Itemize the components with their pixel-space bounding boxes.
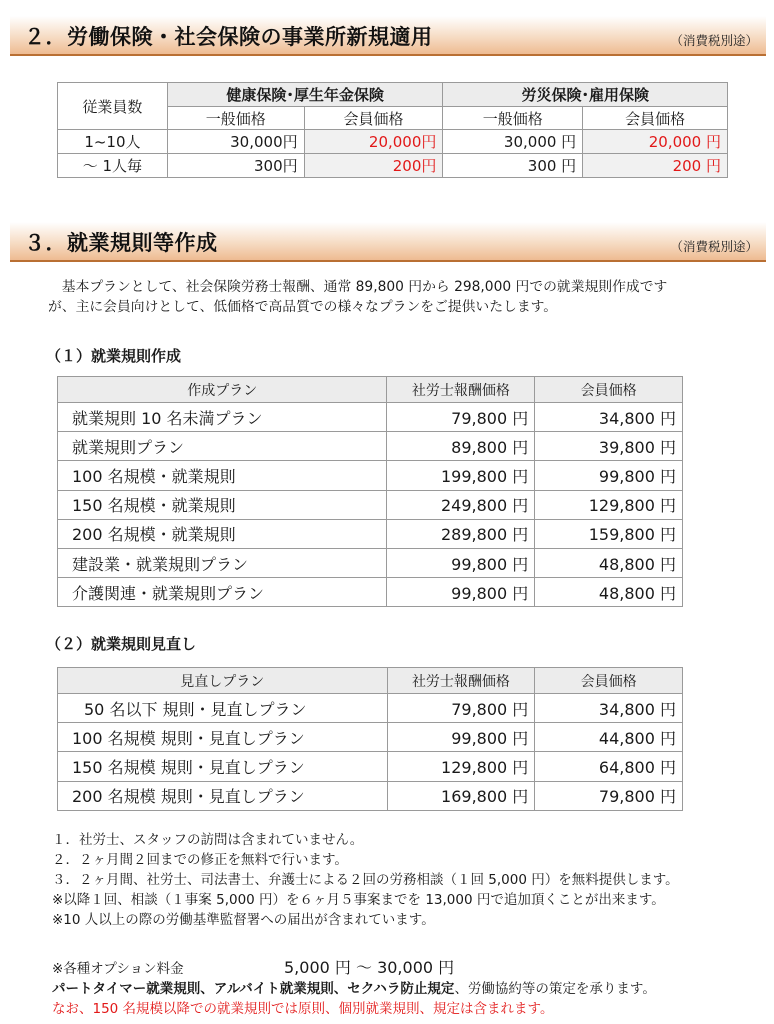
subheading-rules-review: （２）就業規則見直し bbox=[46, 635, 197, 653]
col-employees-header: 従業員数 bbox=[58, 83, 168, 130]
g1-member-price: 20,000円 bbox=[304, 130, 443, 154]
subheading-rules-creation: （１）就業規則作成 bbox=[46, 347, 182, 365]
table-row bbox=[58, 461, 683, 490]
options-block bbox=[52, 958, 656, 1019]
g1-member-price: 200円 bbox=[304, 154, 443, 178]
general-price-header: 一般価格 bbox=[167, 107, 304, 130]
sharoushi-price: 99,800 円 bbox=[387, 723, 535, 752]
table-row bbox=[58, 519, 683, 548]
member-price: 34,800 円 bbox=[535, 694, 683, 723]
table-row bbox=[58, 432, 683, 461]
plan-name: 就業規則プラン bbox=[58, 432, 387, 461]
col-plan-header: 見直しプラン bbox=[58, 668, 388, 694]
col-member-header: 会員価格 bbox=[535, 377, 683, 403]
plan-name: 200 名規模・就業規則 bbox=[58, 519, 387, 548]
table-row bbox=[58, 694, 683, 723]
plan-name: 100 名規模・就業規則 bbox=[58, 461, 387, 490]
option-services-bold: パートタイマー就業規則、アルバイト就業規則、セクハラ防止規定 bbox=[52, 981, 455, 997]
member-price: 48,800 円 bbox=[535, 548, 683, 577]
g1-general-price: 30,000円 bbox=[167, 130, 304, 154]
table-row bbox=[58, 578, 683, 607]
sharoushi-price: 79,800 円 bbox=[387, 403, 535, 432]
rules-review-table bbox=[57, 667, 683, 811]
sharoushi-price: 249,800 円 bbox=[387, 490, 535, 519]
plan-name: 就業規則 10 名未満プラン bbox=[58, 403, 387, 432]
rules-creation-table bbox=[57, 376, 683, 607]
table-row bbox=[58, 403, 683, 432]
table-row bbox=[58, 723, 683, 752]
sharoushi-price: 79,800 円 bbox=[387, 694, 535, 723]
sharoushi-price: 289,800 円 bbox=[387, 519, 535, 548]
plan-name: 150 名規模 規則・見直しプラン bbox=[58, 752, 388, 781]
sharoushi-price: 199,800 円 bbox=[387, 461, 535, 490]
table-row bbox=[58, 781, 683, 810]
option-price-line bbox=[52, 958, 656, 979]
col-member-header: 会員価格 bbox=[535, 668, 683, 694]
section-3-tax-note: （消費税別途） bbox=[670, 239, 758, 254]
g2-general-price: 30,000 円 bbox=[443, 130, 583, 154]
member-price: 159,800 円 bbox=[535, 519, 683, 548]
member-price: 34,800 円 bbox=[535, 403, 683, 432]
member-price: 129,800 円 bbox=[535, 490, 683, 519]
plan-name: 100 名規模 規則・見直しプラン bbox=[58, 723, 388, 752]
note-item: ２．２ヶ月間２回までの修正を無料で行います。 bbox=[52, 852, 348, 868]
col-plan-header: 作成プラン bbox=[58, 377, 387, 403]
table-row bbox=[58, 752, 683, 781]
note-item: １．社労士、スタッフの訪問は含まれていません。 bbox=[52, 832, 364, 848]
notes-list bbox=[52, 830, 679, 930]
note-item: ※以降１回、相談（１事案 5,000 円）を６ヶ月５事案までを 13,000 円で追加頂くことが出来ます。 bbox=[52, 892, 665, 908]
col-price-header: 社労士報酬価格 bbox=[387, 668, 535, 694]
intro-line-2: が、主に会員向けとして、低価格で高品質での様々なプランをご提供いたします。 bbox=[48, 299, 558, 315]
table-row bbox=[58, 490, 683, 519]
member-price-header: 会員価格 bbox=[304, 107, 443, 130]
g2-member-price: 20,000 円 bbox=[583, 130, 728, 154]
group-labor-employment-header: 労災保険･雇用保険 bbox=[443, 83, 728, 107]
sharoushi-price: 129,800 円 bbox=[387, 752, 535, 781]
section-2-tax-note: （消費税別途） bbox=[670, 33, 758, 48]
insurance-price-table bbox=[57, 82, 728, 178]
sharoushi-price: 169,800 円 bbox=[387, 781, 535, 810]
sharoushi-price: 89,800 円 bbox=[387, 432, 535, 461]
member-price: 64,800 円 bbox=[535, 752, 683, 781]
plan-name: 建設業・就業規則プラン bbox=[58, 548, 387, 577]
member-price-header: 会員価格 bbox=[583, 107, 728, 130]
option-services-rest: 、労働協約等の策定を承ります。 bbox=[454, 981, 656, 997]
note-item: ※10 人以上の際の労働基準監督署への届出が含まれています。 bbox=[52, 912, 435, 928]
table-row bbox=[58, 548, 683, 577]
member-price: 99,800 円 bbox=[535, 461, 683, 490]
g2-general-price: 300 円 bbox=[443, 154, 583, 178]
group-health-pension-header: 健康保険･厚生年金保険 bbox=[167, 83, 443, 107]
plan-name: 介護関連・就業規則プラン bbox=[58, 578, 387, 607]
section-3-title: ３．就業規則等作成 bbox=[24, 231, 218, 255]
section-3-header bbox=[10, 222, 766, 262]
row-label: ～ 1人毎 bbox=[58, 154, 168, 178]
option-price-value: 5,000 円 ～ 30,000 円 bbox=[284, 958, 455, 977]
option-services-line bbox=[52, 979, 656, 999]
plan-name: 50 名以下 規則・見直しプラン bbox=[58, 694, 388, 723]
g2-member-price: 200 円 bbox=[583, 154, 728, 178]
sharoushi-price: 99,800 円 bbox=[387, 578, 535, 607]
member-price: 79,800 円 bbox=[535, 781, 683, 810]
option-red-note: なお、150 名規模以降での就業規則では原則、個別就業規則、規定は含まれます。 bbox=[52, 1001, 554, 1017]
table-row bbox=[58, 154, 728, 178]
note-item: ３．２ヶ月間、社労士、司法書士、弁護士による２回の労務相談（１回 5,000 円）を無料提供します。 bbox=[52, 872, 679, 888]
intro-text bbox=[48, 277, 763, 317]
g1-general-price: 300円 bbox=[167, 154, 304, 178]
general-price-header: 一般価格 bbox=[443, 107, 583, 130]
option-price-label: ※各種オプション料金 bbox=[52, 961, 184, 977]
section-2-title: ２．労働保険・社会保険の事業所新規適用 bbox=[24, 25, 433, 49]
member-price: 39,800 円 bbox=[535, 432, 683, 461]
member-price: 44,800 円 bbox=[535, 723, 683, 752]
plan-name: 150 名規模・就業規則 bbox=[58, 490, 387, 519]
row-label: 1~10人 bbox=[58, 130, 168, 154]
plan-name: 200 名規模 規則・見直しプラン bbox=[58, 781, 388, 810]
table-row bbox=[58, 130, 728, 154]
member-price: 48,800 円 bbox=[535, 578, 683, 607]
section-2-header bbox=[10, 16, 766, 56]
sharoushi-price: 99,800 円 bbox=[387, 548, 535, 577]
col-price-header: 社労士報酬価格 bbox=[387, 377, 535, 403]
intro-line-1: 基本プランとして、社会保険労務士報酬、通常 89,800 円から 298,000 円での就業規則作成です bbox=[61, 279, 668, 295]
